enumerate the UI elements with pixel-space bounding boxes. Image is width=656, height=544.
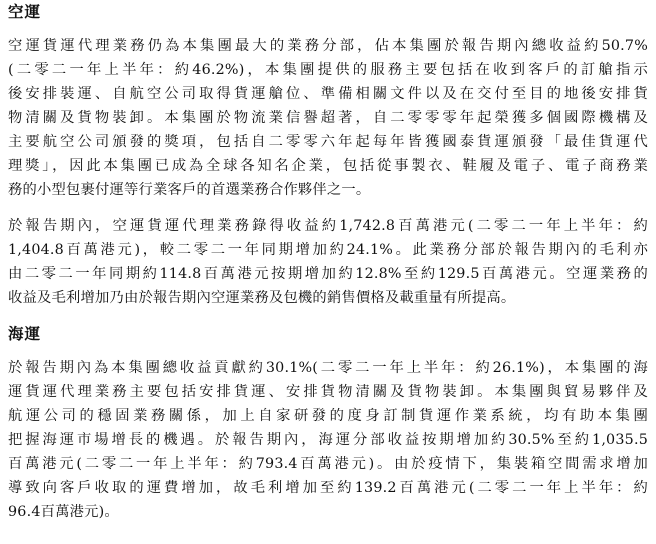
text-line: 於報告期內，空運貨運代理業務錄得收益約1,742.8百萬港元(二零二一年上半年：約 xyxy=(8,218,648,234)
spacer xyxy=(8,310,648,322)
air-freight-paragraph-2 xyxy=(8,214,648,310)
text-line: 物清關及貨物裝卸。本集團於物流業信譽超著，自二零零零年起榮獲多個國際機構及 xyxy=(8,110,648,126)
text-line: 空運貨運代理業務仍為本集團最大的業務分部，佔本集團於報告期內總收益約50.7% xyxy=(8,38,648,54)
text-line: 導致向客戶收取的運費增加，故毛利增加至約139.2百萬港元(二零二一年上半年：約 xyxy=(8,480,648,496)
text-line: 務的小型包裹付運等行業客戶的首選業務合作夥伴之一。 xyxy=(8,182,371,198)
sea-freight-heading: 海運 xyxy=(8,324,42,343)
air-freight-heading: 空運 xyxy=(8,2,42,21)
text-line: 由二零二一年同期約114.8百萬港元按期增加約12.8%至約129.5百萬港元。空運業務的 xyxy=(8,266,648,282)
text-line: 收益及毛利增加乃由於報告期內空運業務及包機的銷售價格及載重量有所提高。 xyxy=(8,290,516,306)
spacer xyxy=(8,24,648,34)
document-page xyxy=(8,0,648,524)
spacer xyxy=(8,202,648,214)
air-freight-paragraph-1 xyxy=(8,34,648,202)
sea-freight-paragraph-1 xyxy=(8,356,648,524)
text-line: 後安排裝運、自航空公司取得貨運艙位、準備相關文件以及在交付至目的地後安排貨 xyxy=(8,86,648,102)
text-line: 百萬港元(二零二一年上半年：約793.4百萬港元)。由於疫情下，集裝箱空間需求增加 xyxy=(8,456,648,472)
text-line: 把握海運市場增長的機遇。於報告期內，海運分部收益按期增加約30.5%至約1,035.5 xyxy=(8,432,648,448)
text-line: 主要航空公司頒發的獎項，包括自二零零六年起每年皆獲國泰貨運頒發「最佳貨運代 xyxy=(8,134,648,150)
text-line: 航運公司的穩固業務關係，加上自家研發的度身訂制貨運作業系統，均有助本集團 xyxy=(8,408,648,424)
text-line: 96.4百萬港元)。 xyxy=(8,504,119,520)
text-line: 運貨運代理業務主要包括安排貨運、安排貨物清關及貨物裝卸。本集團與貿易夥伴及 xyxy=(8,384,648,400)
spacer xyxy=(8,346,648,356)
text-line: 1,404.8百萬港元)，較二零二一年同期增加約24.1%。此業務分部於報告期內的毛利亦 xyxy=(8,242,648,258)
text-line: (二零二一年上半年：約46.2%)，本集團提供的服務主要包括在收到客戶的訂艙指示 xyxy=(8,62,648,78)
text-line: 於報告期內為本集團總收益貢獻約30.1%(二零二一年上半年：約26.1%)，本集團的海 xyxy=(8,360,648,376)
text-line: 理獎」，因此本集團已成為全球各知名企業，包括從事製衣、鞋履及電子、電子商務業 xyxy=(8,158,648,174)
